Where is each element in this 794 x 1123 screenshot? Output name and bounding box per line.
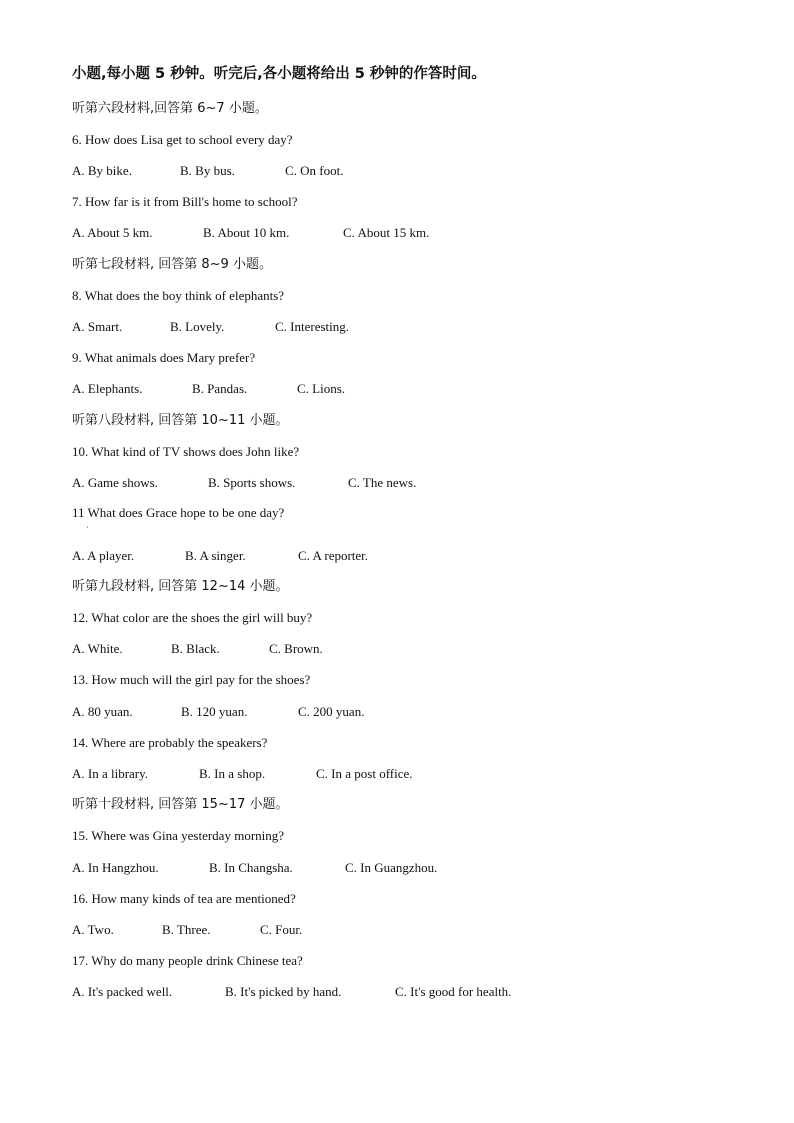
instructions-intro: 小题,每小题 5 秒钟。听完后,各小题将给出 5 秒钟的作答时间。 [72,66,486,82]
question-6: 6. How does Lisa get to school every day? [72,132,293,147]
option-b: B. In a shop. [199,766,266,781]
question-15: 15. Where was Gina yesterday morning? [72,828,285,843]
option-b: B. Three. [162,922,211,937]
option-a: A. White. [72,641,123,656]
stray-mark: · [86,523,89,532]
option-c: C. In a post office. [316,766,413,781]
option-a: A. It's packed well. [72,984,173,999]
section-heading-8: 听第八段材料, 回答第 10~11 小题。 [72,413,289,428]
section-heading-9: 听第九段材料, 回答第 12~14 小题。 [72,579,289,594]
question-11: 11 What does Grace hope to be one day? [72,505,285,520]
option-a: A. In Hangzhou. [72,860,159,875]
option-c: C. Lions. [297,381,346,396]
option-b: B. Lovely. [170,319,225,334]
option-c: C. In Guangzhou. [345,860,438,875]
option-b: B. By bus. [180,163,235,178]
option-a: A. About 5 km. [72,225,153,240]
option-c: C. Brown. [269,641,323,656]
section-heading-6: 听第六段材料,回答第 6~7 小题。 [72,101,268,116]
option-c: C. The news. [348,475,417,490]
option-b: B. About 10 km. [203,225,290,240]
option-a: A. Game shows. [72,475,158,490]
option-c: C. A reporter. [298,548,369,563]
question-7: 7. How far is it from Bill's home to school? [72,194,298,209]
option-a: A. Elephants. [72,381,143,396]
question-17: 17. Why do many people drink Chinese tea? [72,953,303,968]
question-10: 10. What kind of TV shows does John like? [72,444,300,459]
question-9: 9. What animals does Mary prefer? [72,350,256,365]
section-heading-7: 听第七段材料, 回答第 8~9 小题。 [72,257,272,272]
option-c: C. On foot. [285,163,344,178]
option-c: C. Interesting. [275,319,350,334]
option-c: C. It's good for health. [395,984,512,999]
question-12: 12. What color are the shoes the girl will buy? [72,610,313,625]
option-a: A. Smart. [72,319,123,334]
option-a: A. In a library. [72,766,149,781]
option-b: B. Pandas. [192,381,248,396]
option-c: C. 200 yuan. [298,704,365,719]
option-b: B. In Changsha. [209,860,293,875]
question-14: 14. Where are probably the speakers? [72,735,268,750]
question-16: 16. How many kinds of tea are mentioned? [72,891,296,906]
question-13: 13. How much will the girl pay for the shoes? [72,672,311,687]
option-a: A. Two. [72,922,114,937]
option-a: A. 80 yuan. [72,704,133,719]
option-b: B. Black. [171,641,220,656]
option-b: B. A singer. [185,548,246,563]
section-heading-10: 听第十段材料, 回答第 15~17 小题。 [72,797,289,812]
option-b: B. 120 yuan. [181,704,248,719]
option-c: C. About 15 km. [343,225,430,240]
option-b: B. Sports shows. [208,475,296,490]
option-a: A. By bike. [72,163,132,178]
question-8: 8. What does the boy think of elephants? [72,288,285,303]
option-a: A. A player. [72,548,135,563]
option-b: B. It's picked by hand. [225,984,342,999]
option-c: C. Four. [260,922,303,937]
